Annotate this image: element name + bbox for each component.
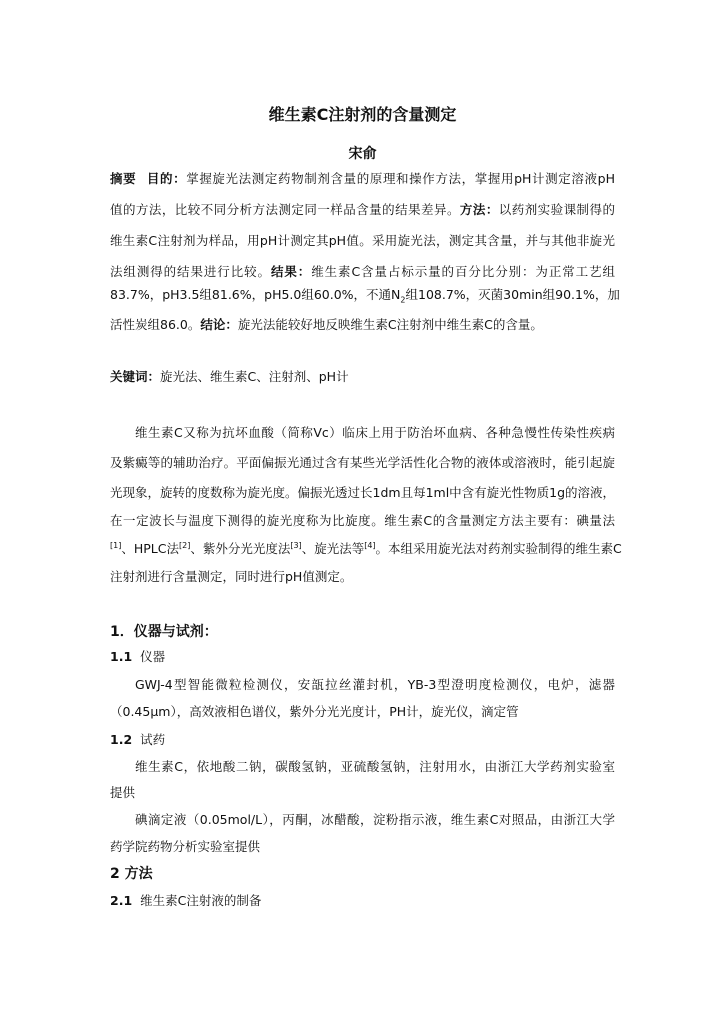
keywords-line [110,368,615,386]
section-1-heading: 1．仪器与试剂： [110,624,218,640]
reagents-line-1: 维生素C，依地酸二钠，碳酸氢钠，亚硫酸氢钠，注射用水，由浙江大学药剂实验室 [135,759,615,774]
conclusion-label: 结论： [200,317,238,332]
reagents-line-2: 提供 [110,785,136,800]
section-1-2-title: 试药 [140,732,166,747]
citation-1: [1] [110,540,122,550]
purpose-text-1: 掌握旋光法测定药物制剂含量的原理和操作方法，掌握用pH计测定溶液pH [186,171,615,186]
intro-text-5b: 、紫外分光光度法 [190,541,291,556]
result-text-6: 活性炭组86.0。 [110,317,201,332]
abstract-line-1 [110,170,615,188]
abstract-line-2 [110,201,615,219]
keywords-text: 旋光法、维生素C、注射剂、pH计 [160,369,349,384]
reagents-line-3: 碘滴定液（0.05mol/L），丙酮，冰醋酸，淀粉指示液，维生素C对照品，由浙江大学 [135,812,615,827]
section-1-1-number: 1.1 [110,649,133,664]
purpose-label: 目的： [146,171,187,186]
purpose-text-2: 值的方法，比较不同分析方法测定同一样品含量的结果差异。 [110,202,460,217]
intro-text-5c: 、旋光法等 [301,541,365,556]
result-text-5a: 83.7%，pH3.5组81.6%，pH5.0组60.0%，不通N [110,287,401,302]
section-2-1-number: 2.1 [110,893,133,908]
intro-line-3: 光现象，旋转的度数称为旋光度。偏振光透过长1dm且每1ml中含有旋光性物质1g的溶液， [110,485,616,500]
method-text-4: 法组测得的结果进行比较。 [110,264,271,279]
citation-3: [3] [290,540,302,550]
intro-line-4: 在一定波长与温度下测得的旋光度称为比旋度。维生素C的含量测定方法主要有：碘量法 [110,513,615,528]
abstract-line-6 [110,316,615,334]
instruments-line-1: GWJ-4型智能微粒检测仪，安瓿拉丝灌封机，YB-3型澄明度检测仪，电炉，滤器 [135,677,615,692]
section-2-1-title: 维生素C注射液的制备 [140,893,262,908]
section-1-2-heading [110,731,165,749]
citation-2: [2] [178,540,191,550]
abstract-line-5 [110,286,620,305]
section-1-2-number: 1.2 [110,732,133,747]
instruments-line-2: （0.45μm），高效液相色谱仪，紫外分光光度计，PH计，旋光仪，滴定管 [110,704,519,719]
section-2-heading: 2 方法 [110,866,153,882]
abstract-line-3 [110,232,615,250]
author-name: 宋俞 [348,146,377,162]
n2-subscript: 2 [400,295,406,305]
citation-4: [4] [364,540,376,550]
result-text-4: 维生素C含量占标示量的百分比分别：为正常工艺组 [311,264,615,279]
result-text-5b: 组108.7%，灭菌30min组90.1%，加 [405,287,620,302]
abstract-line-4 [110,263,615,281]
method-text-3: 维生素C注射剂为样品，用pH计测定其pH值。采用旋光法，测定其含量，并与其他非旋光 [110,233,615,248]
intro-line-6: 注射剂进行含量测定，同时进行pH值测定。 [110,569,353,584]
intro-text-5a: 、HPLC法 [121,541,179,556]
conclusion-text: 旋光法能较好地反映维生素C注射剂中维生素C的含量。 [237,317,543,332]
section-1-1-heading [110,648,165,666]
intro-text-5d: 。本组采用旋光法对药剂实验制得的维生素C [375,541,622,556]
keywords-label: 关键词： [110,369,161,384]
intro-line-2: 及紫癜等的辅助治疗。平面偏振光通过含有某些光学活性化合物的液体或溶液时，能引起旋 [110,455,615,470]
paper-title: 维生素C注射剂的含量测定 [268,105,457,124]
abstract-label: 摘要 [110,171,137,186]
reagents-line-4: 药学院药物分析实验室提供 [110,839,261,854]
result-label: 结果： [270,264,312,279]
section-2-1-heading [110,892,261,910]
section-1-1-title: 仪器 [140,649,166,664]
intro-line-1: 维生素C又称为抗坏血酸（简称Vc）临床上用于防治坏血病、各种急慢性传染性疾病 [135,425,615,440]
method-text-2: 以药剂实验课制得的 [498,202,615,217]
intro-line-5 [110,540,622,558]
method-label: 方法： [459,202,499,217]
